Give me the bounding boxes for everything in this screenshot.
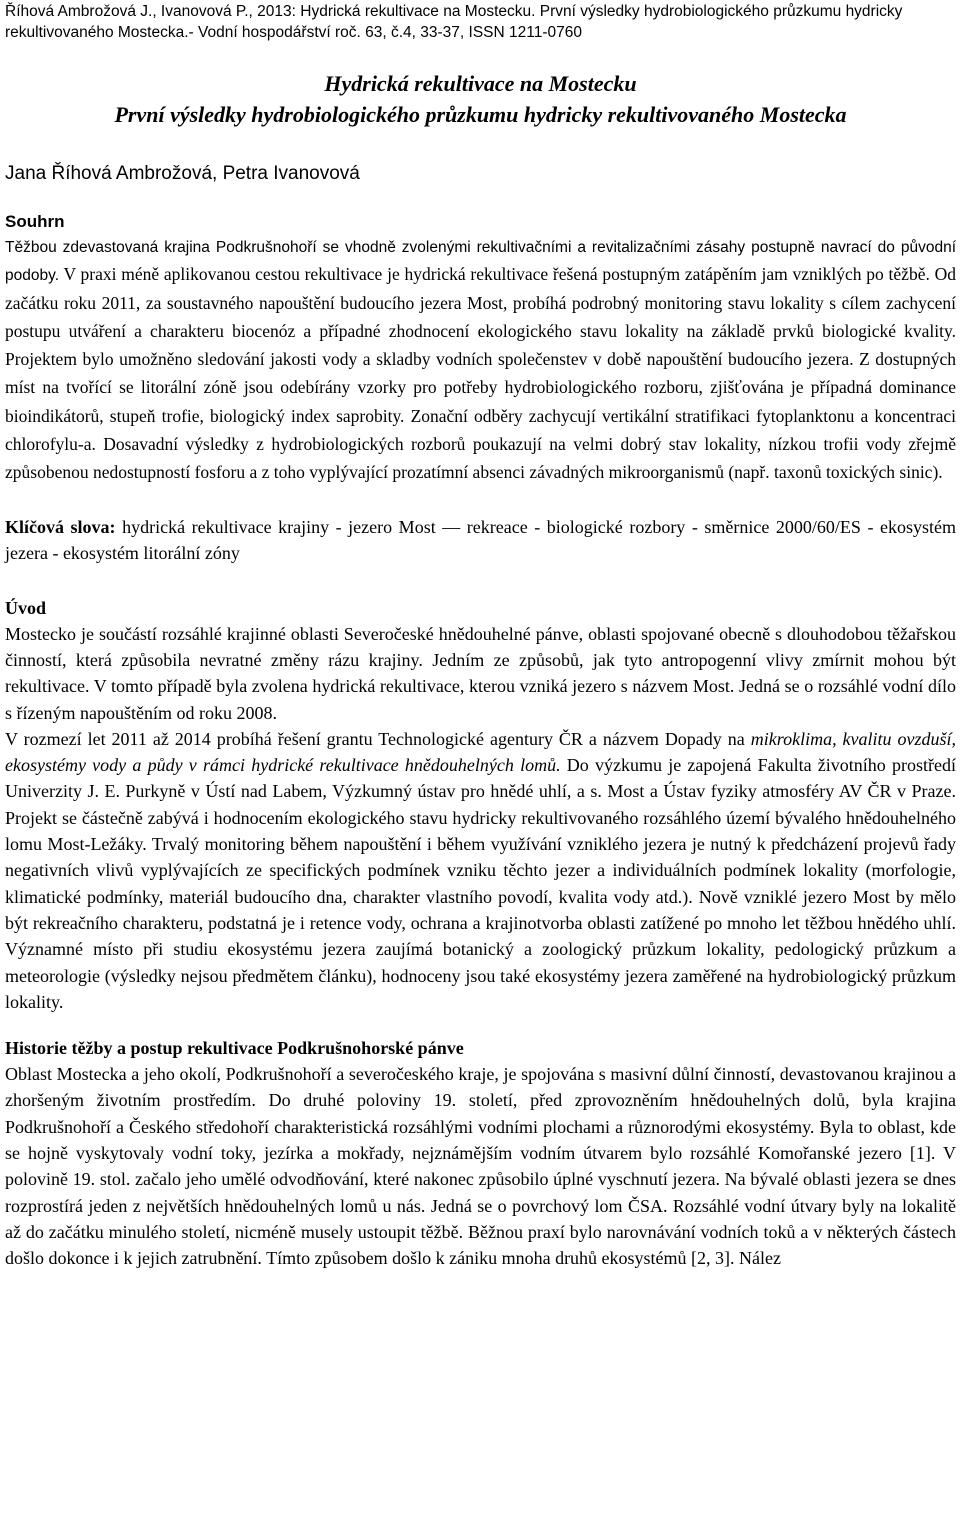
keywords-label: Klíčová slova:: [5, 516, 116, 537]
abstract-part-2: V praxi méně aplikovanou cestou rekultivace je hydrická rekultivace řešená postupným zatápěním jam vzniklých po těžbě.: [59, 264, 930, 285]
abstract-text: [5, 235, 956, 488]
intro-p2-rest: Do výzkumu je zapojená Fakulta životního prostředí Univerzity J. E. Purkyně v Ústí nad Labem, Výzkumný ústav pro hnědé uhlí, a s. Most a Ústav fyziky atmosféry AV ČR v Praze. Projekt se částečně zabývá i hodnocením ekologického stavu hydricky rekultivovaného rozsáhlého území bývalého hnědouhelného lomu Most-Ležáky. Trvalý monitoring během napouštění i během využívání vzniklého jezera je nutný k předcházení projevů řady negativních vlivů vyplývajících ze specifických podmínek vzniku těchto jezer a individuálních podmínek lokality (morfologie, klimatické podmínky, materiál budoucího dna, charakter vlastního povodí, kvalita vody atd.). Nově vzniklé jezero Most by mělo být rekreačního charakteru, podstatná je i retence vody, ochrana a krajinotvorba oblasti zatížené po mnoho let těžbou hnědého uhlí. Významné místo při studiu ekosystému jezera zaujímá botanický a zoologický průzkum lokality, pedologický průzkum a meteorologie (výsledky nejsou předmětem článku), hodnoceny jsou také ekosystémy jezera zaměřené na hydrobiologický průzkum lokality.: [5, 755, 957, 1012]
article-title: [5, 68, 956, 130]
grant-title-italic: mikroklima, kvalitu ovzduší, ekosystémy vody a půdy v rámci hydrické rekultivace hnědouhelných lomů.: [5, 728, 956, 776]
intro-paragraph-2: [5, 726, 956, 1015]
history-paragraph-1: Oblast Mostecka a jeho okolí, Podkrušnohoří a severočeského kraje, je spojována s masivní důlní činností, devastovanou krajinou a zhoršeným životním prostředím. Do druhé poloviny 19. století, před zprovozněním hnědouhelných dolů, byla krajina Podkrušnohoří a Českého středohoří charakteristická rozsáhlými vodními plochami a různorodými ekosystémy. Byla to oblast, kde se hojně vyskytovaly vodní toky, jezírka a mokřady, nejznámějším vodním útvarem bylo rozsáhlé Komořanské jezero [1]. V polovině 19. stol. začalo jeho umělé odvodňování, které nakonec způsobilo úplné vyschnutí jezera. Na bývalé oblasti jezera se dnes rozprostírá jeden z největších hnědouhelných lomů u nás. Jedná se o povrchový lom ČSA. Rozsáhlé vodní útvary byly na lokalitě až do začátku minulého století, nicméně musely ustoupit těžbě. Běžnou praxí bylo narovnávání vodních toků a v některých částech došlo dokonce i k jejich zatrubnění. Tímto způsobem došlo k zániku mnoha druhů ekosystémů [2, 3]. Nález: [5, 1064, 956, 1269]
section-heading-history: Historie těžby a postup rekultivace Podkrušnohorské pánve: [5, 1038, 464, 1059]
abstract-part-1: Těžbou zdevastovaná krajina Podkrušnohoří se vhodně zvolenými rekultivačními a revitalizačními zásahy postupně navrací do původní podoby.: [5, 239, 956, 285]
abstract-part-3: Od začátku roku 2011, za soustavného napouštění budoucího jezera Most, probíhá podrobný monitoring stavu lokality s cílem zachycení postupu utváření a charakteru biocenóz a případné zhodnocení ekologického stavu lokality na základě prvků biologické kvality. Projektem bylo umožněno sledování jakosti vody a skladby vodních společenstev v době napouštění budoucího jezera. Z dostupných míst na tvořící se litorální zóně jsou odebírány vzorky pro potřeby hydrobiologického rozboru, zjišťována je případná dominance bioindikátorů, stupeň trofie, biologický index saprobity. Zonační odběry zachycují vertikální stratifikaci fytoplanktonu a koncentraci chlorofylu-a. Dosavadní výsledky z hydrobiologických rozborů poukazují na velmi dobrý stav lokality, nízkou trofii vody zřejmě způsobenou nedostupností fosforu a z toho vyplývající prozatímní absenci závadných mikroorganismů (např. taxonů toxických sinic).: [5, 264, 956, 483]
title-line-1: Hydrická rekultivace na Mostecku: [324, 71, 637, 96]
title-line-2: První výsledky hydrobiologického průzkumu hydricky rekultivovaného Mostecka: [114, 102, 847, 127]
author-list: Jana Říhová Ambrožová, Petra Ivanovová: [5, 163, 360, 184]
intro-p2-start: V rozmezí let 2011 až 2014 probíhá řešení grantu Technologické agentury ČR a názvem Dopady na: [5, 728, 751, 749]
intro-paragraph-1: Mostecko je součástí rozsáhlé krajinné oblasti Severočeské hnědouhelné pánve, oblasti spojované obecně s dlouhodobou těžařskou činností, která způsobila nevratné změny rázu krajiny. Jedním ze způsobů, jak tyto antropogenní vlivy zmírnit mohou být rekultivace. V tomto případě byla zvolena hydrická rekultivace, kterou vzniká jezero s názvem Most. Jedná se o rozsáhlé vodní dílo s řízeným napouštěním od roku 2008.: [5, 623, 956, 723]
keywords: [5, 514, 956, 567]
section-heading-intro: Úvod: [5, 597, 47, 618]
abstract-heading: Souhrn: [5, 212, 65, 231]
keywords-text: hydrická rekultivace krajiny - jezero Most — rekreace - biologické rozbory - směrnice 2000/60/ES - ekosystém jezera - ekosystém litorální zóny: [5, 516, 956, 564]
running-header-citation: Říhová Ambrožová J., Ivanovová P., 2013: Hydrická rekultivace na Mostecku. První výsledky hydrobiologického průzkumu hydricky rekultivovaného Mostecka.- Vodní hospodářství roč. 63, č.4, 33-37, ISSN 1211-0760: [5, 3, 903, 41]
